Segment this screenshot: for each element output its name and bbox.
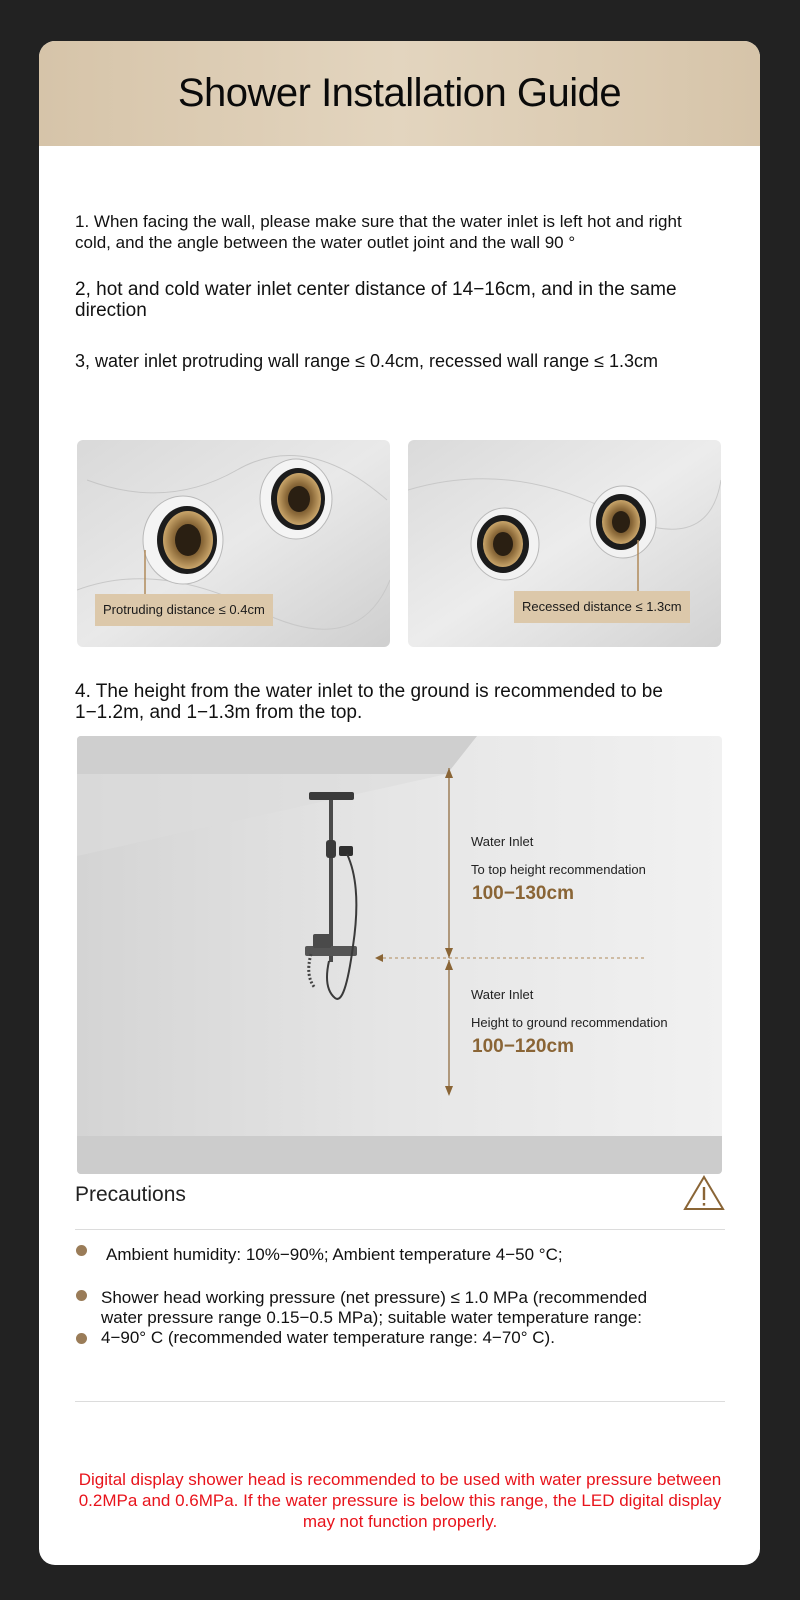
step-1: 1. When facing the wall, please make sure that the water inlet is left hot and right cold, and the angle between the water outlet joint and the wall 90 °	[75, 212, 682, 252]
precaution-item-2: Shower head working pressure (net pressure) ≤ 1.0 MPa (recommended water pressure range 0.15−0.5 MPa); suitable water temperature range: 4−90° C (recommended water temperature range: 4−70° C).	[101, 1288, 648, 1347]
protruding-inlet-photo	[77, 440, 390, 647]
ground-height-caption: Height to ground recommendation	[471, 1015, 668, 1030]
precautions-header	[75, 1175, 725, 1215]
header-banner	[39, 41, 760, 146]
ground-height-value: 100−120cm	[472, 1036, 574, 1057]
recessed-inlet-photo	[408, 440, 721, 647]
bullet-dot-icon	[76, 1245, 87, 1256]
top-inlet-heading: Water Inlet	[471, 834, 534, 849]
pressure-notice: Digital display shower head is recommended to be used with water pressure between 0.2MPa and 0.6MPa. If the water pressure is below this range, the LED digital display may not function properly.	[78, 1470, 722, 1531]
top-height-caption: To top height recommendation	[471, 862, 646, 877]
protruding-distance-label: Protruding distance ≤ 0.4cm	[95, 594, 273, 626]
precautions-bottom-divider	[75, 1401, 725, 1402]
precautions-title: Precautions	[75, 1183, 186, 1206]
warning-triangle-icon	[683, 1175, 725, 1216]
page-title: Shower Installation Guide	[177, 71, 622, 115]
precaution-item-1: Ambient humidity: 10%−90%; Ambient temperature 4−50 °C;	[106, 1245, 563, 1264]
recessed-distance-label: Recessed distance ≤ 1.3cm	[514, 591, 690, 623]
shower-wall-illustration	[77, 736, 722, 1174]
bullet-dot-icon	[76, 1333, 87, 1344]
precautions-top-divider	[75, 1229, 725, 1230]
top-height-value: 100−130cm	[472, 883, 574, 904]
bullet-dot-icon	[76, 1290, 87, 1301]
step-3: 3, water inlet protruding wall range ≤ 0.4cm, recessed wall range ≤ 1.3cm	[75, 351, 659, 371]
step-2: 2, hot and cold water inlet center distance of 14−16cm, and in the same direction	[75, 279, 677, 321]
step-4: 4. The height from the water inlet to the ground is recommended to be 1−1.2m, and 1−1.3m from the top.	[75, 681, 663, 723]
height-diagram	[77, 736, 722, 1174]
guide-card	[39, 41, 760, 1565]
ground-inlet-heading: Water Inlet	[471, 987, 534, 1002]
